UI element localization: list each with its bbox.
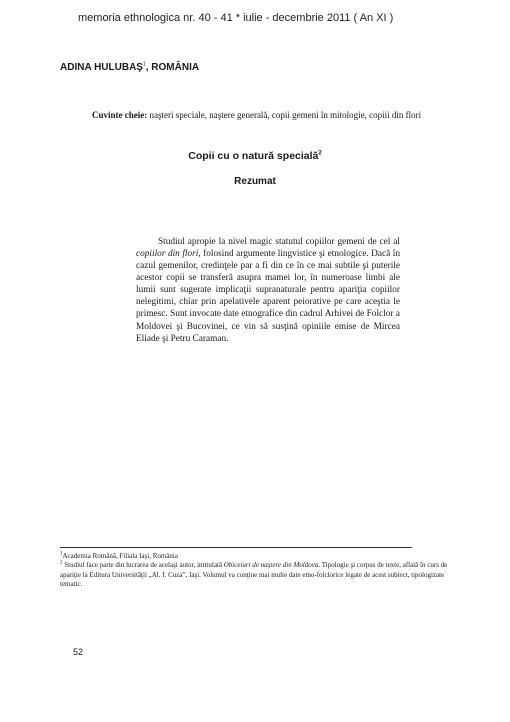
author-name: ADINA HULUBAŞ: [60, 62, 143, 73]
author-line: [60, 62, 199, 73]
abstract-paragraph: [136, 236, 400, 345]
keywords-text: naşteri speciale, naştere generală, copii gemeni în mitologie, copiii din flori: [147, 110, 422, 120]
keywords-label: Cuvinte cheie:: [92, 110, 148, 120]
footnote-2-text-before: Studiul face parte din lucrarea de acelaşi autor, intitulată: [62, 561, 224, 570]
author-footnote-mark[interactable]: 1: [142, 61, 146, 68]
footnote-2: [60, 561, 460, 589]
abstract-text-1: Studiul apropie la nivel magic statutul copiilor gemeni de cel al: [158, 237, 400, 247]
footnote-divider: [60, 547, 412, 548]
title-footnote-mark[interactable]: 2: [318, 150, 322, 157]
author-country: , ROMÂNIA: [145, 62, 200, 73]
footnote-1-mark: 1: [60, 551, 63, 557]
section-heading: Rezumat: [234, 176, 276, 187]
abstract-italic: copiilor din flori: [136, 249, 199, 260]
footnote-2-italic: Obiceiuri de naştere din Moldova: [223, 561, 319, 570]
footnote-2-mark: 2: [60, 561, 63, 567]
footnote-2-text-after: . Tipologie şi corpus de texte, aflată în curs de apariţie la Editura Universităţii „Al. I. Cuza”, Iaşi. Volumul va conţine mai multe date etno-folclorice legate de acest subiect, tipologizate tematic.: [60, 561, 448, 589]
article-title: [0, 150, 510, 162]
abstract-text-2: , folosind argumente lingvistice şi etnologice. Dacă în cazul gemenilor, credinţele par a fi din ce în ce mai subtile şi puterile acestor copii se transferă asupra mamei lor, în numeroase limbi ale lumii sunt sugerate implicaţii supranaturale pentru apariţia copiilor nelegitimi, chiar prin apelativele aparent peiorative pe care aceştia le primesc. Sunt invocate date etnografice din cadrul Arhivei de Folclor a Moldovei şi Bucovinei, ce vin să susţină opiniile emise de Mircea Eliade şi Petru Caraman.: [136, 249, 401, 344]
running-head: memoria ethnologica nr. 40 - 41 * iulie - decembrie 2011 ( An XI ): [78, 12, 394, 24]
keywords: [92, 110, 421, 120]
footnote-1-text: Academia Română, Filiala Iaşi, România: [62, 552, 178, 560]
page-number: 52: [73, 647, 84, 657]
footnote-1: [60, 552, 460, 561]
footnotes: [60, 552, 460, 590]
article-title-text: Copii cu o natură specială: [188, 150, 319, 162]
